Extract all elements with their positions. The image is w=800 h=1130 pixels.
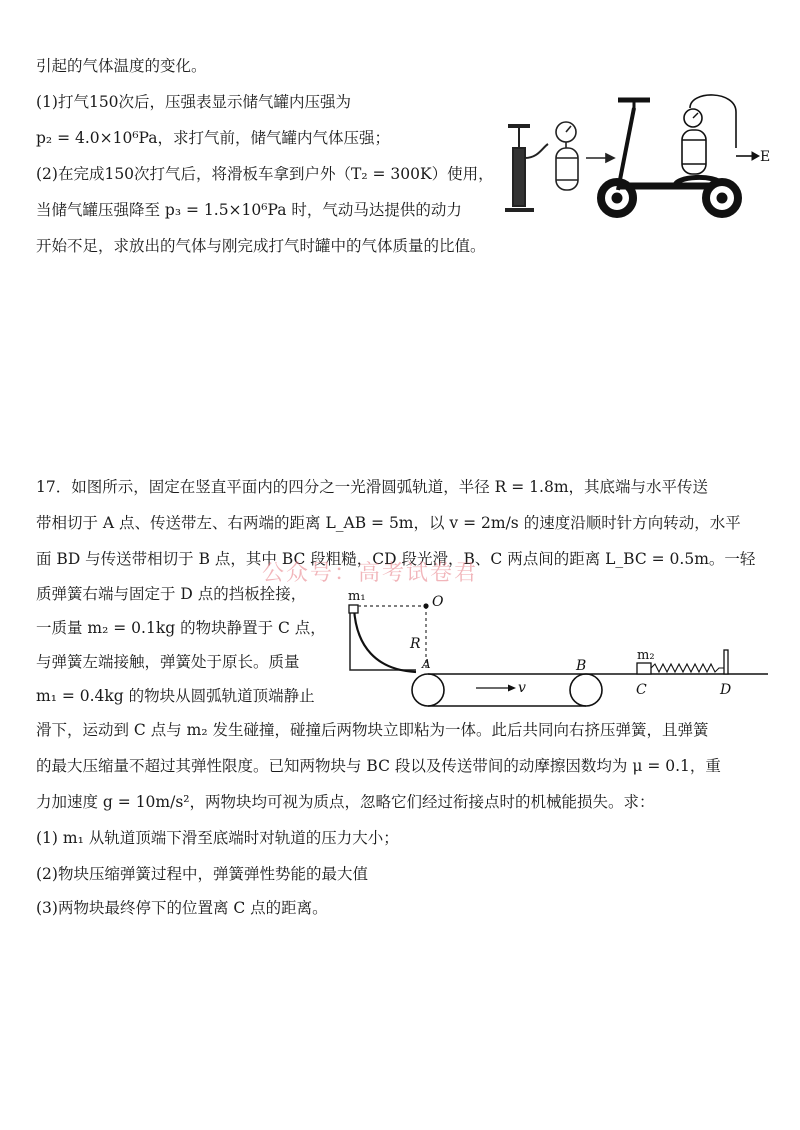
q17-line-11: (1) m₁ 从轨道顶端下滑至底端时对轨道的压力大小； (36, 829, 399, 847)
stopper-d (724, 650, 728, 674)
label-b: B (576, 658, 587, 674)
track-belt-spring-figure (340, 588, 770, 718)
q16-line-4: (2)在完成150次打气后，将滑板车拿到户外（T₂ = 300K）使用， (36, 165, 494, 183)
label-a: A (422, 657, 431, 671)
label-m1: m₁ (348, 589, 366, 604)
q17-line-3: 面 BD 与传送带相切于 B 点，其中 BC 段粗糙，CD 段光滑，B、C 两点间的距离 L_BC = 0.5m。一轻 (36, 550, 756, 568)
spring (651, 664, 724, 672)
q16-line-6: 开始不足，求放出的气体与刚完成打气时罐中的气体质量的比值。 (36, 237, 486, 255)
q16-line-1: 引起的气体温度的变化。 (36, 57, 207, 75)
block-m2 (637, 663, 651, 674)
label-e: E (760, 149, 770, 165)
block-m1 (349, 605, 358, 613)
label-o: O (432, 594, 444, 610)
q17-line-4: 质弹簧右端与固定于 D 点的挡板拴接， (36, 585, 307, 603)
label-d: D (720, 682, 732, 698)
q17-line-6: 与弹簧左端接触，弹簧处于原长。质量 (36, 653, 300, 671)
q17-line-2: 带相切于 A 点、传送带左、右两端的距离 L_AB = 5m，以 v = 2m/s 的速度沿顺时针方向转动，水平 (36, 514, 741, 532)
q16-line-3: p₂ = 4.0×10⁶Pa，求打气前，储气罐内气体压强； (36, 129, 391, 147)
center-point-o (423, 603, 428, 608)
q17-line-13: (3)两物块最终停下的位置离 C 点的距离。 (36, 899, 328, 917)
q17-line-8: 滑下，运动到 C 点与 m₂ 发生碰撞，碰撞后两物块立即粘为一体。此后共同向右挤压弹簧，且弹簧 (36, 721, 709, 739)
q17-line-10: 力加速度 g = 10m/s²，两物块均可视为质点，忽略它们经过衔接点时的机械能损失。求： (36, 793, 655, 811)
q17-line-12: (2)物块压缩弹簧过程中，弹簧弹性势能的最大值 (36, 865, 368, 883)
hand-pump-icon (505, 126, 548, 210)
q17-line-5: 一质量 m₂ = 0.1kg 的物块静置于 C 点， (36, 619, 326, 637)
gas-tank-with-gauge-icon (556, 122, 614, 190)
watermark: 公众号：高考试卷君 (262, 561, 479, 586)
conveyor-belt (412, 674, 602, 706)
label-m2: m₂ (637, 648, 655, 663)
scooter-icon (601, 95, 759, 214)
q17-line-9: 的最大压缩量不超过其弹性限度。已知两物块与 BC 段以及传送带间的动摩擦因数均为 μ = 0.1，重 (36, 757, 721, 775)
label-r: R (410, 636, 421, 652)
q16-line-2: (1)打气150次后，压强表显示储气罐内压强为 (36, 93, 352, 111)
pump-scooter-figure (500, 88, 770, 223)
label-c: C (636, 682, 647, 698)
label-v: v (518, 680, 526, 696)
arc-surface (354, 608, 416, 672)
q17-line-1: 17．如图所示，固定在竖直平面内的四分之一光滑圆弧轨道，半径 R = 1.8m，其底端与水平传送 (36, 478, 709, 496)
q17-line-7: m₁ = 0.4kg 的物块从圆弧轨道顶端静止 (36, 687, 315, 705)
q16-line-5: 当储气罐压强降至 p₃ = 1.5×10⁶Pa 时，气动马达提供的动力 (36, 201, 462, 219)
